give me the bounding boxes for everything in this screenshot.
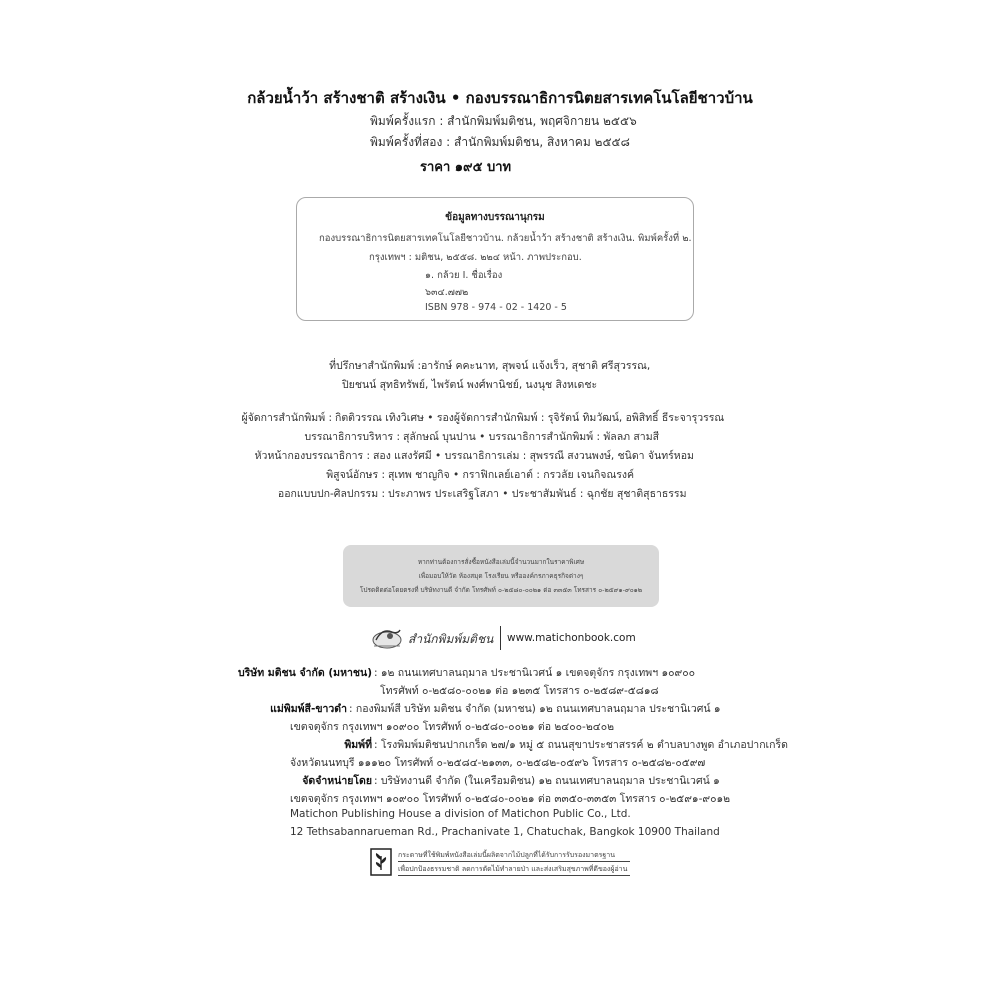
separation-phone: เขตจตุจักร กรุงเทพฯ ๑๐๙๐๐ โทรศัพท์ ๐-๒๕๘๐-๐๐๒๑ ต่อ ๒๔๐๐-๒๔๐๒ xyxy=(290,721,615,733)
admin-label: บรรณาธิการบริหาร : xyxy=(304,431,400,443)
design-label: ออกแบบปก-ศิลปกรรม : xyxy=(277,488,385,500)
proofreader-row xyxy=(0,466,1000,482)
distributor-phone: เขตจตุจักร กรุงเทพฯ ๑๐๙๐๐ โทรศัพท์ ๐-๒๕๘๐-๐๐๒๑ ต่อ ๓๓๕๐-๓๓๕๓ โทรสาร ๐-๒๕๙๑-๙๐๑๒ xyxy=(290,793,731,805)
advisors-names-2: ปิยชนน์ สุทธิทรัพย์, ไพรัตน์ พงศ์พานิชย์, นงนุช สิงหเดชะ xyxy=(342,379,598,391)
manager-value: กิตติวรรณ เทิงวิเศษ • รองผู้จัดการสำนักพิมพ์ : รุจิรัตน์ ทิมวัฒน์, อพิสิทธิ์ ธีระจารุวรรณ xyxy=(335,412,725,424)
design-row xyxy=(0,485,1000,501)
publisher-logo-script: สำนักพิมพ์มติชน xyxy=(408,632,494,646)
eco-paper-notice xyxy=(370,848,632,878)
eco-rule-1 xyxy=(398,861,630,862)
design-value: ประภาพร ประเสริฐโสภา • ประชาสัมพันธ์ : ฉุกชัย สุชาติสุธาธรรม xyxy=(388,488,687,500)
banner-line-1: หากท่านต้องการสั่งซื้อหนังสือเล่มนี้จำนวนมากในราคาพิเศษ xyxy=(417,558,585,566)
first-printing: พิมพ์ครั้งแรก : สำนักพิมพ์มติชน, พฤศจิกายน ๒๕๕๖ xyxy=(370,114,637,128)
eco-leaf-icon xyxy=(370,848,392,876)
isbn: ISBN 978 - 974 - 02 - 1420 - 5 xyxy=(425,302,567,313)
printer-row xyxy=(0,736,1000,752)
printer-label: พิมพ์ที่ xyxy=(344,739,372,751)
publisher-logo-row xyxy=(370,622,640,654)
admin-value: สุลักษณ์ บุนปาน • บรรณาธิการสำนักพิมพ์ : พัลลภ สามสี xyxy=(403,431,660,443)
distributor-row-2 xyxy=(0,790,1000,806)
distributor-label: จัดจำหน่ายโดย xyxy=(302,775,372,787)
separation-row-2 xyxy=(0,718,1000,734)
proofreader-value: สุเทพ ชาญกิจ • กราฟิกเลย์เอาต์ : กรวลัย เจนกิจณรงค์ xyxy=(388,469,634,481)
publisher-website[interactable]: www.matichonbook.com xyxy=(507,632,636,644)
printer-row-2 xyxy=(0,754,1000,770)
company-row-2 xyxy=(0,682,1000,698)
proofreader-label: พิสูจน์อักษร : xyxy=(326,469,385,481)
manager-row xyxy=(0,409,1000,425)
separation-label: แม่พิมพ์สี-ขาวดำ xyxy=(270,703,347,715)
admin-row xyxy=(0,428,1000,444)
book-title: กล้วยน้ำว้า สร้างชาติ สร้างเงิน • กองบรรณาธิการนิตยสารเทคโนโลยีชาวบ้าน xyxy=(247,89,753,107)
eco-line-2: เพื่อปกป้องธรรมชาติ ลดการตัดไม้ทำลายป่า และส่งเสริมสุขภาพที่ดีของผู้อ่าน xyxy=(398,865,628,873)
separation-address: : กองพิมพ์สี บริษัท มติชน จำกัด (มหาชน) ๑๒ ถนนเทศบาลนฤมาล ประชานิเวศน์ ๑ xyxy=(349,703,721,715)
advisors-names: อารักษ์ คคะนาท, สุพจน์ แจ้งเร็ว, สุชาติ ศรีสุวรรณ, xyxy=(421,360,651,372)
cataloging-data-box xyxy=(296,197,694,321)
second-printing: พิมพ์ครั้งที่สอง : สำนักพิมพ์มติชน, สิงหาคม ๒๕๕๘ xyxy=(370,135,630,149)
cip-line-3: ๑. กล้วย I. ชื่อเรื่อง xyxy=(425,270,503,281)
company-phone: โทรศัพท์ ๐-๒๕๘๐-๐๐๒๑ ต่อ ๑๒๓๕ โทรสาร ๐-๒๕๘๙-๕๘๑๘ xyxy=(380,685,659,697)
bulk-order-banner xyxy=(343,545,659,607)
cip-heading: ข้อมูลทางบรรณานุกรม xyxy=(445,212,545,223)
head-editor-label: หัวหน้ากองบรรณาธิการ : xyxy=(254,450,370,462)
company-label: บริษัท มติชน จำกัด (มหาชน) xyxy=(237,667,372,679)
company-address: : ๑๒ ถนนเทศบาลนฤมาล ประชานิเวศน์ ๑ เขตจตุจักร กรุงเทพฯ ๑๐๙๐๐ xyxy=(374,667,696,679)
cip-classification: ๖๓๔.๗๗๒ xyxy=(425,287,469,298)
price: ราคา ๑๙๕ บาท xyxy=(420,160,512,175)
eco-rule-2 xyxy=(398,875,630,876)
banner-line-2: เพื่อมอบให้วัด ห้องสมุด โรงเรียน หรือองค์กรภาคธุรกิจต่างๆ xyxy=(418,572,584,580)
distributor-row xyxy=(0,772,1000,788)
english-address: 12 Tethsabannarueman Rd., Prachanivate 1, Chatuchak, Bangkok 10900 Thailand xyxy=(290,826,720,838)
english-row-2 xyxy=(0,826,1000,842)
manager-label: ผู้จัดการสำนักพิมพ์ : xyxy=(241,412,332,424)
separation-row xyxy=(0,700,1000,716)
advisors-label: ที่ปรึกษาสำนักพิมพ์ : xyxy=(329,360,421,372)
publisher-logo-icon xyxy=(370,622,404,652)
printer-phone: จังหวัดนนทบุรี ๑๑๑๒๐ โทรศัพท์ ๐-๒๕๘๔-๒๑๓๓, ๐-๒๕๘๒-๐๕๙๖ โทรสาร ๐-๒๕๘๒-๐๕๙๗ xyxy=(290,757,706,769)
english-row-1 xyxy=(0,808,1000,824)
printer-address: : โรงพิมพ์มติชนปากเกร็ด ๒๗/๑ หมู่ ๕ ถนนสุขาประชาสรรค์ ๒ ตำบลบางพูด อำเภอปากเกร็ด xyxy=(374,739,788,751)
advisors-row xyxy=(0,357,1000,373)
logo-divider xyxy=(500,626,501,650)
distributor-address: : บริษัทงานดี จำกัด (ในเครือมติชน) ๑๒ ถนนเทศบาลนฤมาล ประชานิเวศน์ ๑ xyxy=(374,775,720,787)
company-row xyxy=(0,664,1000,680)
cip-line-1: กองบรรณาธิการนิตยสารเทคโนโลยีชาวบ้าน. กล้วยน้ำว้า สร้างชาติ สร้างเงิน. พิมพ์ครั้งที่ ๒. xyxy=(319,233,692,244)
cip-line-2: กรุงเทพฯ : มติชน, ๒๕๕๘. ๒๒๔ หน้า. ภาพประกอบ. xyxy=(369,252,582,263)
banner-line-3: โปรดติดต่อโดยตรงที่ บริษัทงานดี จำกัด โทรศัพท์ ๐-๒๕๘๐-๐๐๒๑ ต่อ ๓๓๕๓ โทรสาร ๐-๒๕๙๑-๙๐๑๒ xyxy=(359,586,643,594)
head-editor-value: สอง แสงรัศมี • บรรณาธิการเล่ม : สุพรรณี สงวนพงษ์, ชนิดา จันทร์หอม xyxy=(373,450,694,462)
eco-line-1: กระดาษที่ใช้พิมพ์หนังสือเล่มนี้ผลิตจากไม้ปลูกที่ได้รับการรับรองมาตรฐาน xyxy=(398,851,615,859)
english-publisher: Matichon Publishing House a division of Matichon Public Co., Ltd. xyxy=(290,808,631,820)
advisors-row-2 xyxy=(0,376,1000,392)
head-editor-row xyxy=(0,447,1000,463)
